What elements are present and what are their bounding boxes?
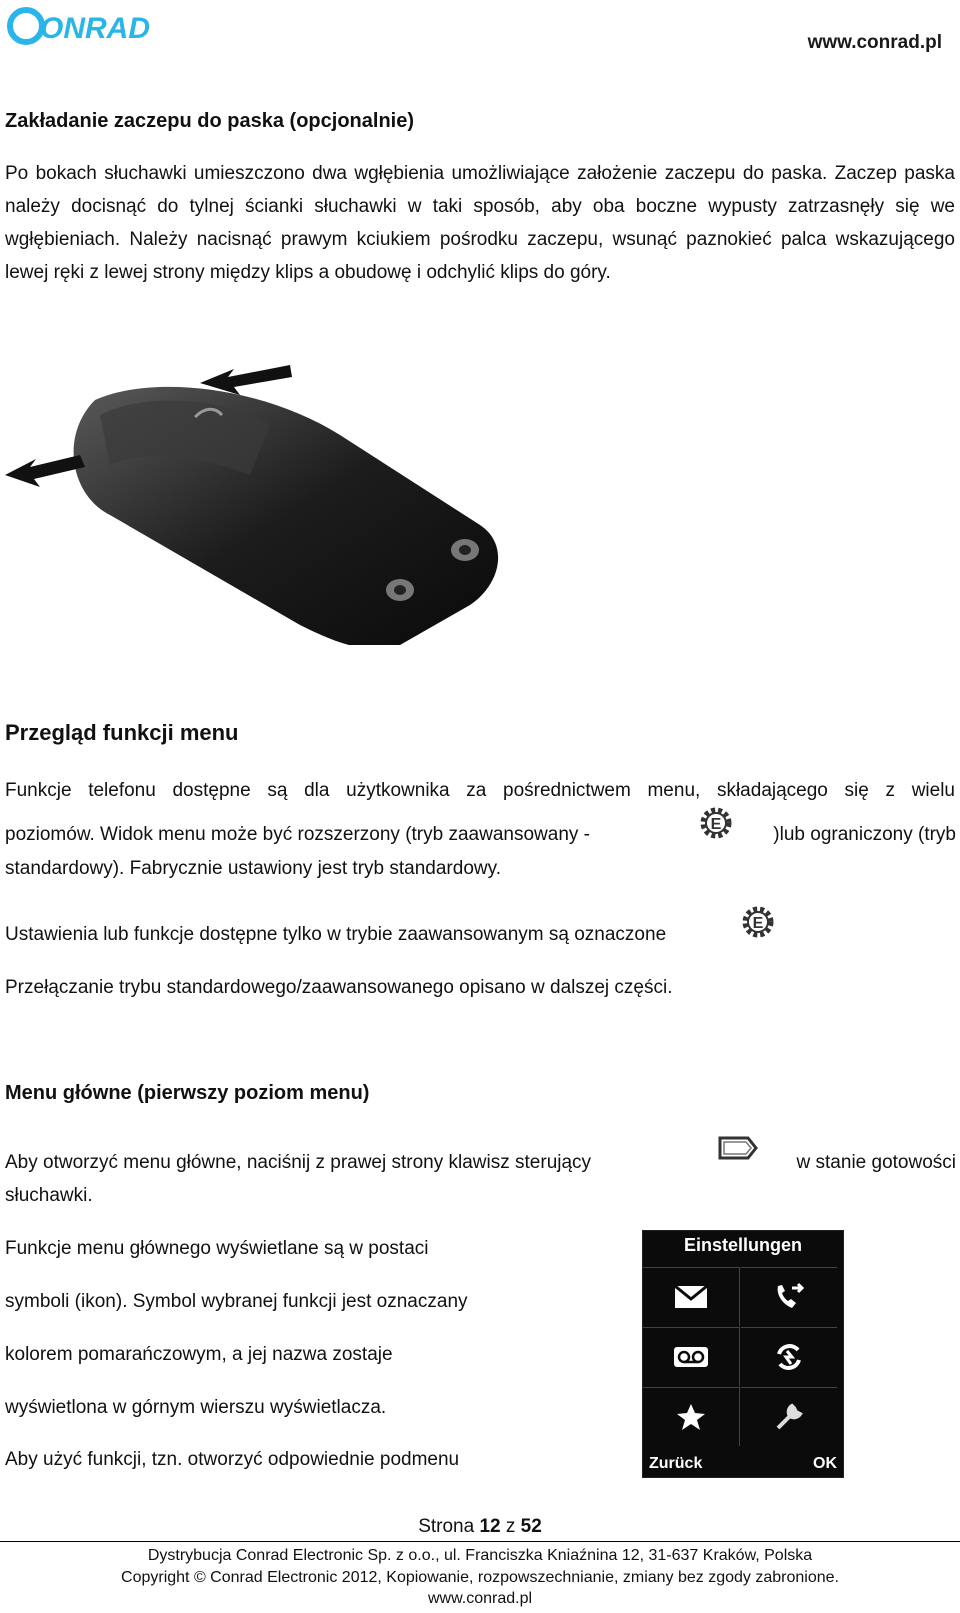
handset-back-illustration: [0, 355, 520, 645]
page-current: 12: [479, 1516, 501, 1537]
wrench-icon: [741, 1387, 837, 1446]
belt-clip-paragraph: Po bokach słuchawki umieszczono dwa wgłębienia umożliwiające założenie zaczepu do paska. Zaczep paska należy docisnąć do tylnej ścianki słuchawki w taki sposób, aby oba boczne wypusty zatrzasnęły się we wgłębieniach. Należy nacisnąć prawym kciukiem pośrodku zaczepu, wsunąć paznokieć palca wskazującego lewej ręki z lewej strony między klips a obudowę i odchylić klips do góry.: [5, 163, 955, 283]
main-menu-desc-line: kolorem pomarańczowym, a jej nazwa zostaje: [5, 1344, 393, 1365]
handset-screen: [642, 1230, 844, 1478]
site-url: www.conrad.pl: [807, 32, 942, 53]
control-key-icon: [716, 1134, 760, 1162]
back-softkey: Zurück: [649, 1455, 703, 1472]
section-heading-menu-overview: Przegląd funkcji menu: [5, 720, 239, 745]
footer-copyright: Copyright © Conrad Electronic 2012, Kopiowanie, rozpowszechnianie, zmiany bez zgody zabronione.: [121, 1569, 839, 1586]
screen-title: Einstellungen: [683, 1235, 802, 1255]
footer-divider: [0, 1541, 960, 1542]
section-heading-belt-clip: Zakładanie zaczepu do paska (opcjonalnie): [5, 110, 414, 132]
star-icon: [643, 1387, 740, 1446]
page-sep: z: [505, 1516, 516, 1537]
section-heading-main-menu: Menu główne (pierwszy poziom menu): [5, 1082, 370, 1104]
menu-overview-line-2a: poziomów. Widok menu może być rozszerzony (tryb zaawansowany -: [5, 824, 591, 845]
main-menu-line-1a: Aby otworzyć menu główne, naciśnij z prawej strony klawisz sterujący: [5, 1152, 592, 1173]
voicemail-icon: [643, 1327, 740, 1386]
svg-text:ONRAD: ONRAD: [40, 12, 150, 45]
conrad-logo: [6, 4, 166, 48]
page-total: 52: [520, 1516, 542, 1537]
footer-url: www.conrad.pl: [427, 1590, 533, 1607]
main-menu-line-2: słuchawki.: [5, 1185, 93, 1206]
expert-mode-gear-icon: [698, 805, 734, 841]
sync-icon: [741, 1327, 837, 1386]
page-label: Strona: [418, 1516, 475, 1537]
main-menu-desc-line: Funkcje menu głównego wyświetlane są w postaci: [5, 1238, 429, 1259]
expert-mode-gear-icon: [740, 904, 776, 940]
envelope-icon: [643, 1267, 740, 1326]
main-menu-desc-line: Aby użyć funkcji, tzn. otworzyć odpowiednie podmenu: [5, 1449, 460, 1470]
mode-switch-note: Przełączanie trybu standardowego/zaawansowanego opisano w dalszej części.: [5, 977, 673, 998]
footer-distributor: Dystrybucja Conrad Electronic Sp. z o.o., ul. Franciszka Kniaźnina 12, 31-637 Kraków, Polska: [147, 1547, 813, 1564]
main-menu-desc-line: wyświetlona w górnym wierszu wyświetlacza.: [5, 1397, 387, 1418]
main-menu-line-1b: w stanie gotowości: [796, 1152, 956, 1173]
main-menu-desc-line: symboli (ikon). Symbol wybranej funkcji jest oznaczany: [5, 1291, 468, 1312]
page-number: [0, 1516, 960, 1538]
svg-text:E: E: [752, 915, 764, 932]
ok-softkey: OK: [813, 1455, 837, 1472]
svg-text:E: E: [710, 816, 722, 833]
menu-overview-line-2b: )lub ograniczony (tryb: [773, 824, 956, 845]
expert-mode-note: Ustawienia lub funkcje dostępne tylko w trybie zaawansowanym są oznaczone: [5, 924, 667, 945]
call-forward-icon: [741, 1267, 837, 1326]
menu-overview-line-1: Funkcje telefonu dostępne są dla użytkownika za pośrednictwem menu, składającego się z wielu: [5, 780, 955, 801]
menu-overview-line-3: standardowy). Fabrycznie ustawiony jest tryb standardowy.: [5, 858, 501, 879]
